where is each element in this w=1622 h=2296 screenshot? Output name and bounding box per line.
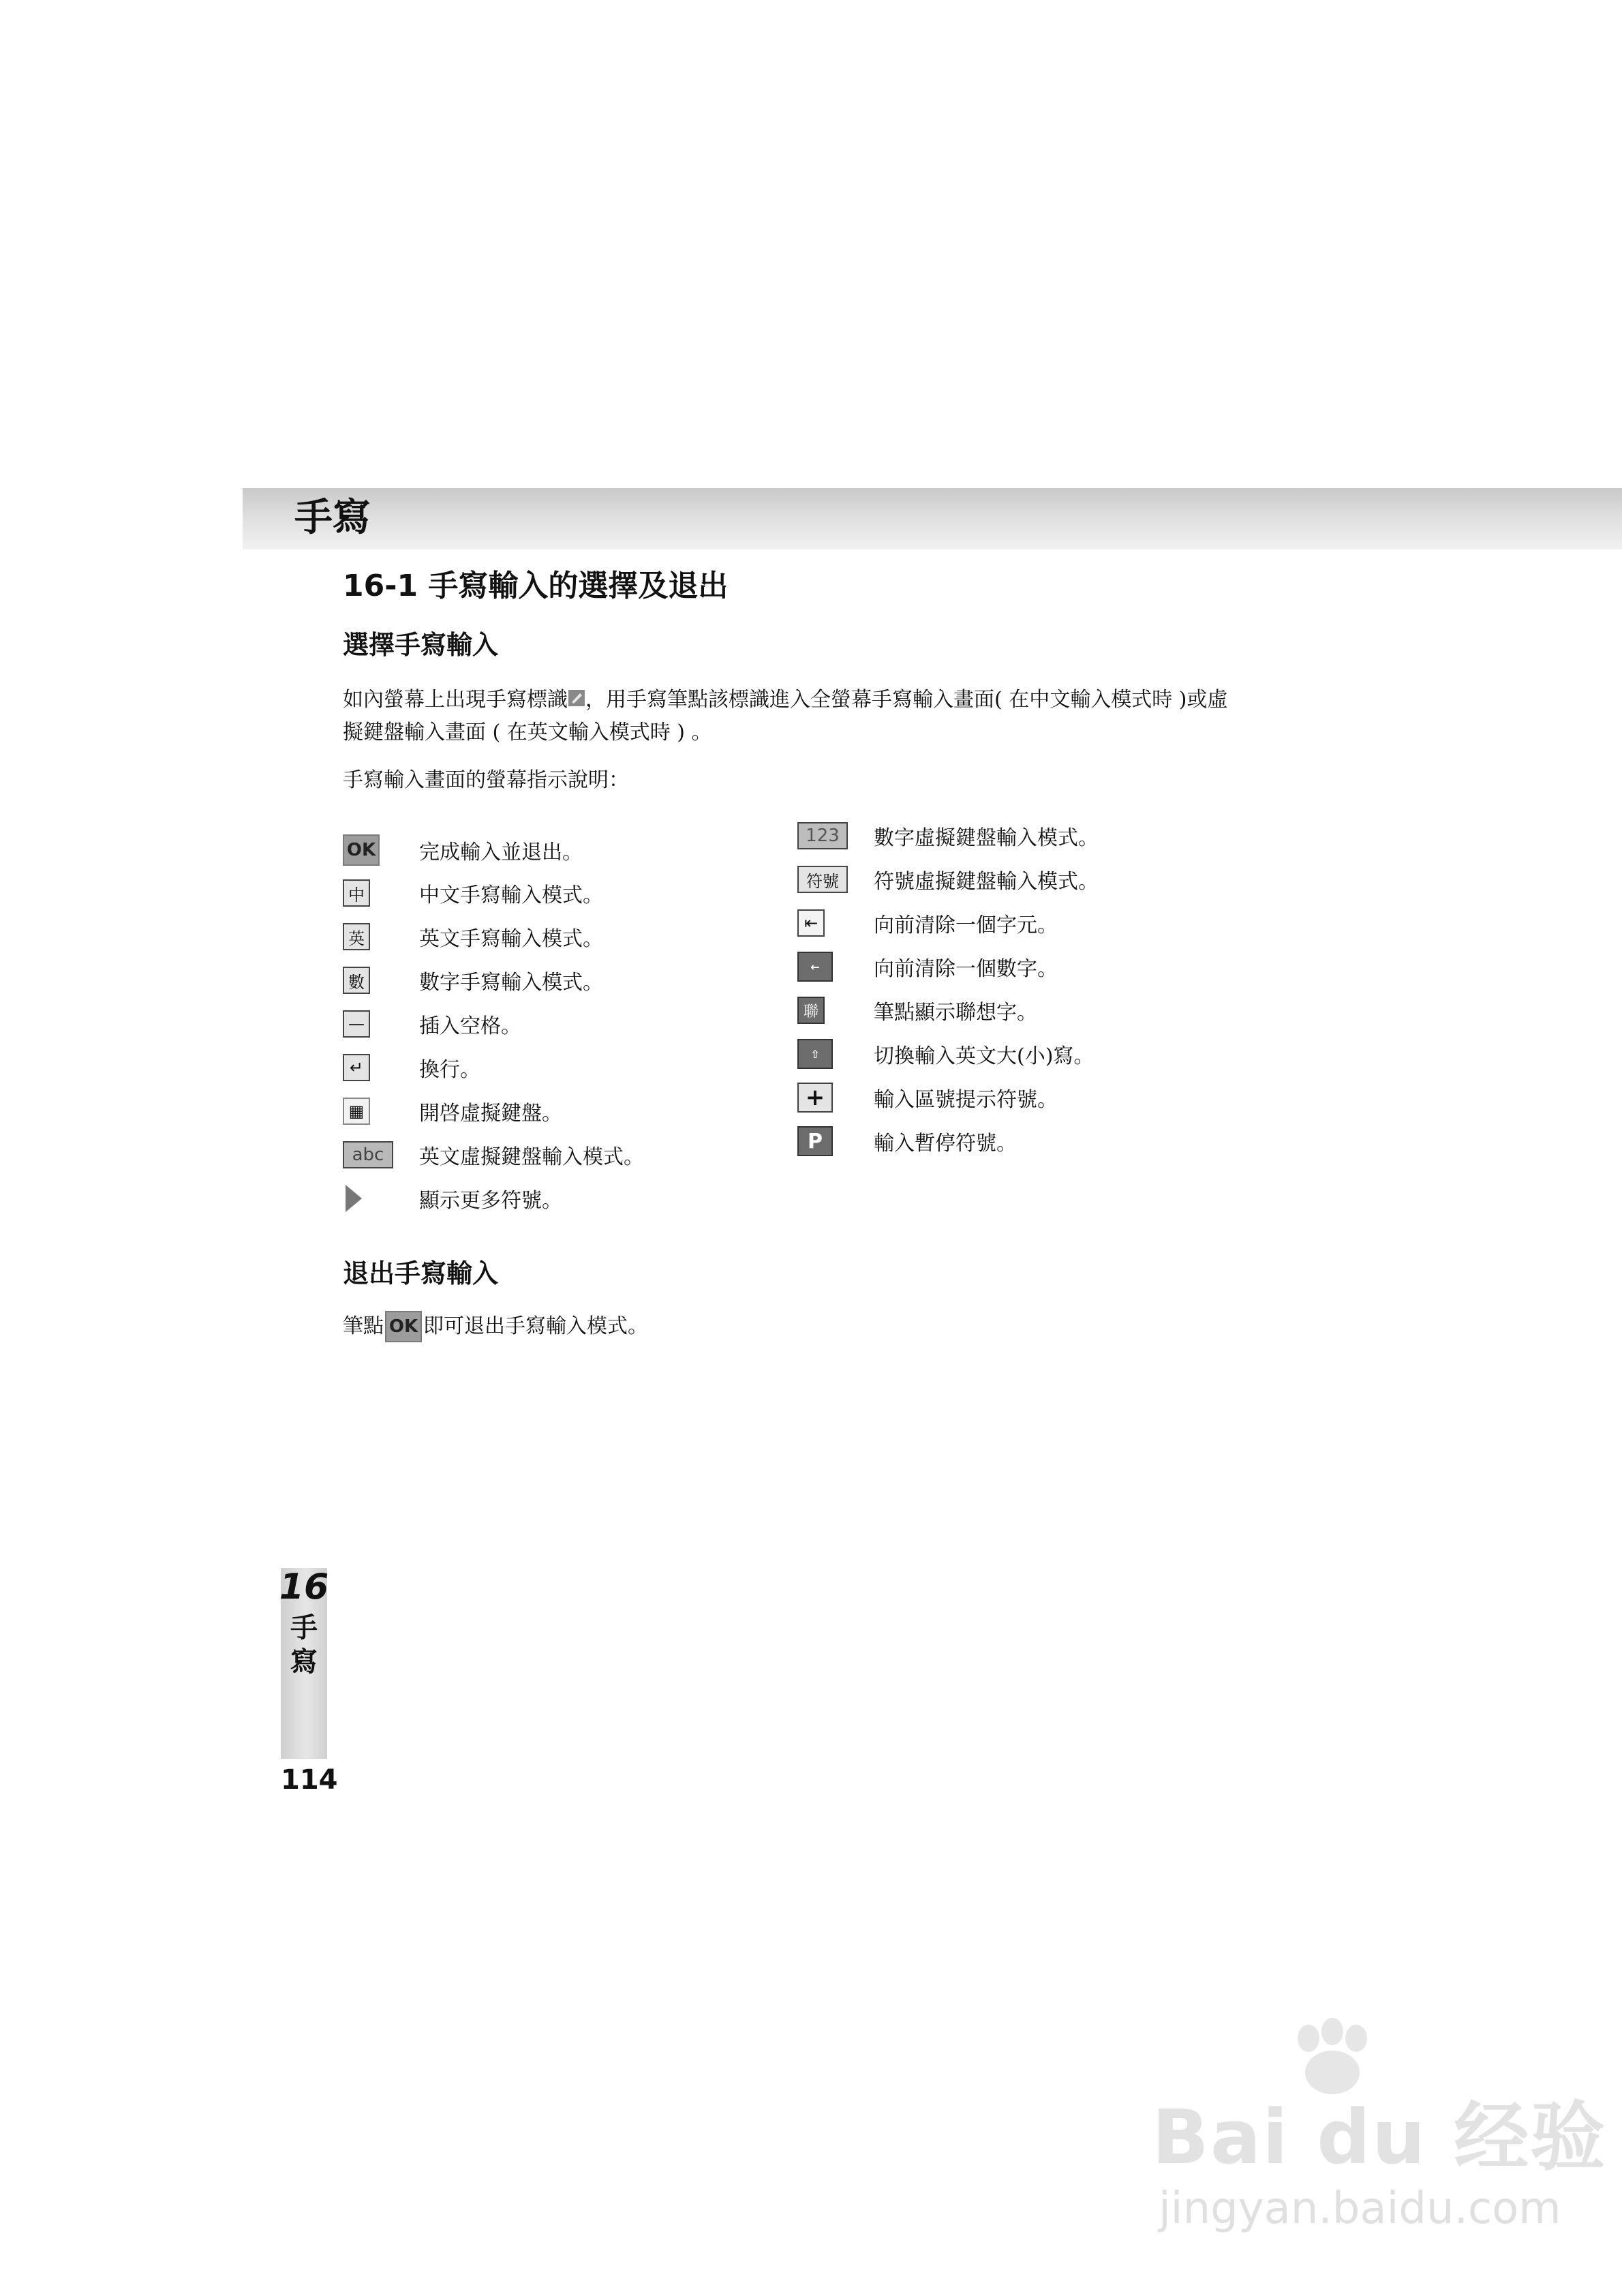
item-text: 輸入區號提示符號。 — [874, 1088, 1058, 1112]
left-icon-list — [343, 830, 644, 1218]
list-item — [797, 948, 1099, 986]
pause-icon: P — [797, 1126, 833, 1156]
shift-case-icon: ⇧ — [797, 1039, 833, 1069]
exit-paragraph — [343, 1310, 648, 1343]
association-icon: 聯 — [797, 997, 825, 1024]
list-item — [797, 1035, 1099, 1073]
side-char-1: 手 — [290, 1612, 318, 1644]
keyboard-icon: ▦ — [343, 1098, 370, 1125]
list-item — [797, 817, 1099, 855]
ok-button-icon: OK — [385, 1311, 422, 1342]
symbol-keyboard-icon: 符號 — [797, 866, 848, 893]
exit-suffix: 即可退出手寫輸入模式。 — [423, 1314, 648, 1338]
side-char-2: 寫 — [290, 1646, 318, 1678]
item-text: 向前清除一個字元。 — [874, 913, 1058, 937]
english-mode-icon: 英 — [343, 923, 370, 950]
list-item — [343, 918, 644, 956]
number-mode-icon: 數 — [343, 967, 370, 994]
page-number: 114 — [281, 1764, 338, 1796]
enter-icon: ↵ — [343, 1054, 370, 1081]
item-text: 數字手寫輸入模式。 — [419, 971, 603, 995]
item-text: 筆點顯示聯想字。 — [874, 1001, 1037, 1025]
exit-heading: 退出手寫輸入 — [343, 1258, 499, 1288]
item-text: 插入空格。 — [419, 1014, 521, 1038]
list-item — [343, 1048, 644, 1087]
intro-paragraph-line1 — [343, 684, 1227, 717]
section-title: 16-1 手寫輸入的選擇及退出 — [343, 569, 729, 603]
intro-text-b: ，用手寫筆點該標識進入全螢幕手寫輸入畫面( 在中文輸入模式時 )或虛 — [585, 688, 1228, 712]
list-item — [343, 1005, 644, 1043]
plus-icon: + — [797, 1083, 833, 1113]
item-text: 完成輸入並退出。 — [419, 841, 583, 864]
item-text: 開啓虛擬鍵盤。 — [419, 1102, 562, 1126]
chapter-number: 16 — [279, 1567, 329, 1607]
list-item — [343, 1179, 644, 1218]
list-item — [343, 1092, 644, 1130]
list-item — [797, 1122, 1099, 1160]
watermark-url: jingyan.baidu.com — [1159, 2184, 1561, 2234]
paw-logo-icon — [1281, 2018, 1383, 2102]
abc-keyboard-icon: abc — [343, 1141, 393, 1168]
watermark-logo: Bai du 经验 — [1152, 2094, 1607, 2181]
item-text: 數字虛擬鍵盤輸入模式。 — [874, 826, 1099, 850]
list-item — [797, 1078, 1099, 1117]
chinese-mode-icon: 中 — [343, 879, 370, 907]
item-text: 切換輸入英文大(小)寫。 — [874, 1044, 1095, 1068]
handwriting-mark-icon — [568, 684, 585, 717]
list-item — [343, 830, 644, 870]
space-icon: — — [343, 1010, 370, 1038]
list-item — [343, 961, 644, 999]
delete-digit-icon: ← — [797, 952, 833, 982]
item-text: 輸入暫停符號。 — [874, 1132, 1017, 1155]
item-text: 中文手寫輸入模式。 — [419, 883, 603, 907]
item-text: 符號虛擬鍵盤輸入模式。 — [874, 870, 1099, 894]
chapter-banner — [243, 488, 1622, 549]
list-item — [797, 860, 1099, 898]
item-text: 向前清除一個數字。 — [874, 957, 1058, 981]
list-item — [343, 874, 644, 912]
numeric-keyboard-icon: 123 — [797, 822, 848, 849]
delete-char-icon: ⇤ — [797, 909, 825, 937]
list-item — [797, 904, 1099, 942]
right-icon-list — [797, 817, 1099, 1160]
screen-guide-intro: 手寫輸入畫面的螢幕指示說明： — [343, 768, 629, 792]
item-text: 換行。 — [419, 1058, 480, 1082]
intro-paragraph-line2: 擬鍵盤輸入畫面 ( 在英文輸入模式時 ) 。 — [343, 721, 712, 744]
ok-icon: OK — [343, 834, 380, 866]
more-symbols-arrow-icon — [346, 1185, 362, 1212]
item-text: 顯示更多符號。 — [419, 1189, 562, 1213]
exit-prefix: 筆點 — [343, 1314, 384, 1338]
item-text: 英文虛擬鍵盤輸入模式。 — [419, 1145, 644, 1169]
select-heading: 選擇手寫輸入 — [343, 630, 499, 660]
chapter-title: 手寫 — [294, 496, 371, 540]
intro-text-a: 如內螢幕上出現手寫標識 — [343, 688, 568, 712]
item-text: 英文手寫輸入模式。 — [419, 927, 603, 951]
list-item — [343, 1136, 644, 1174]
list-item — [797, 991, 1099, 1029]
